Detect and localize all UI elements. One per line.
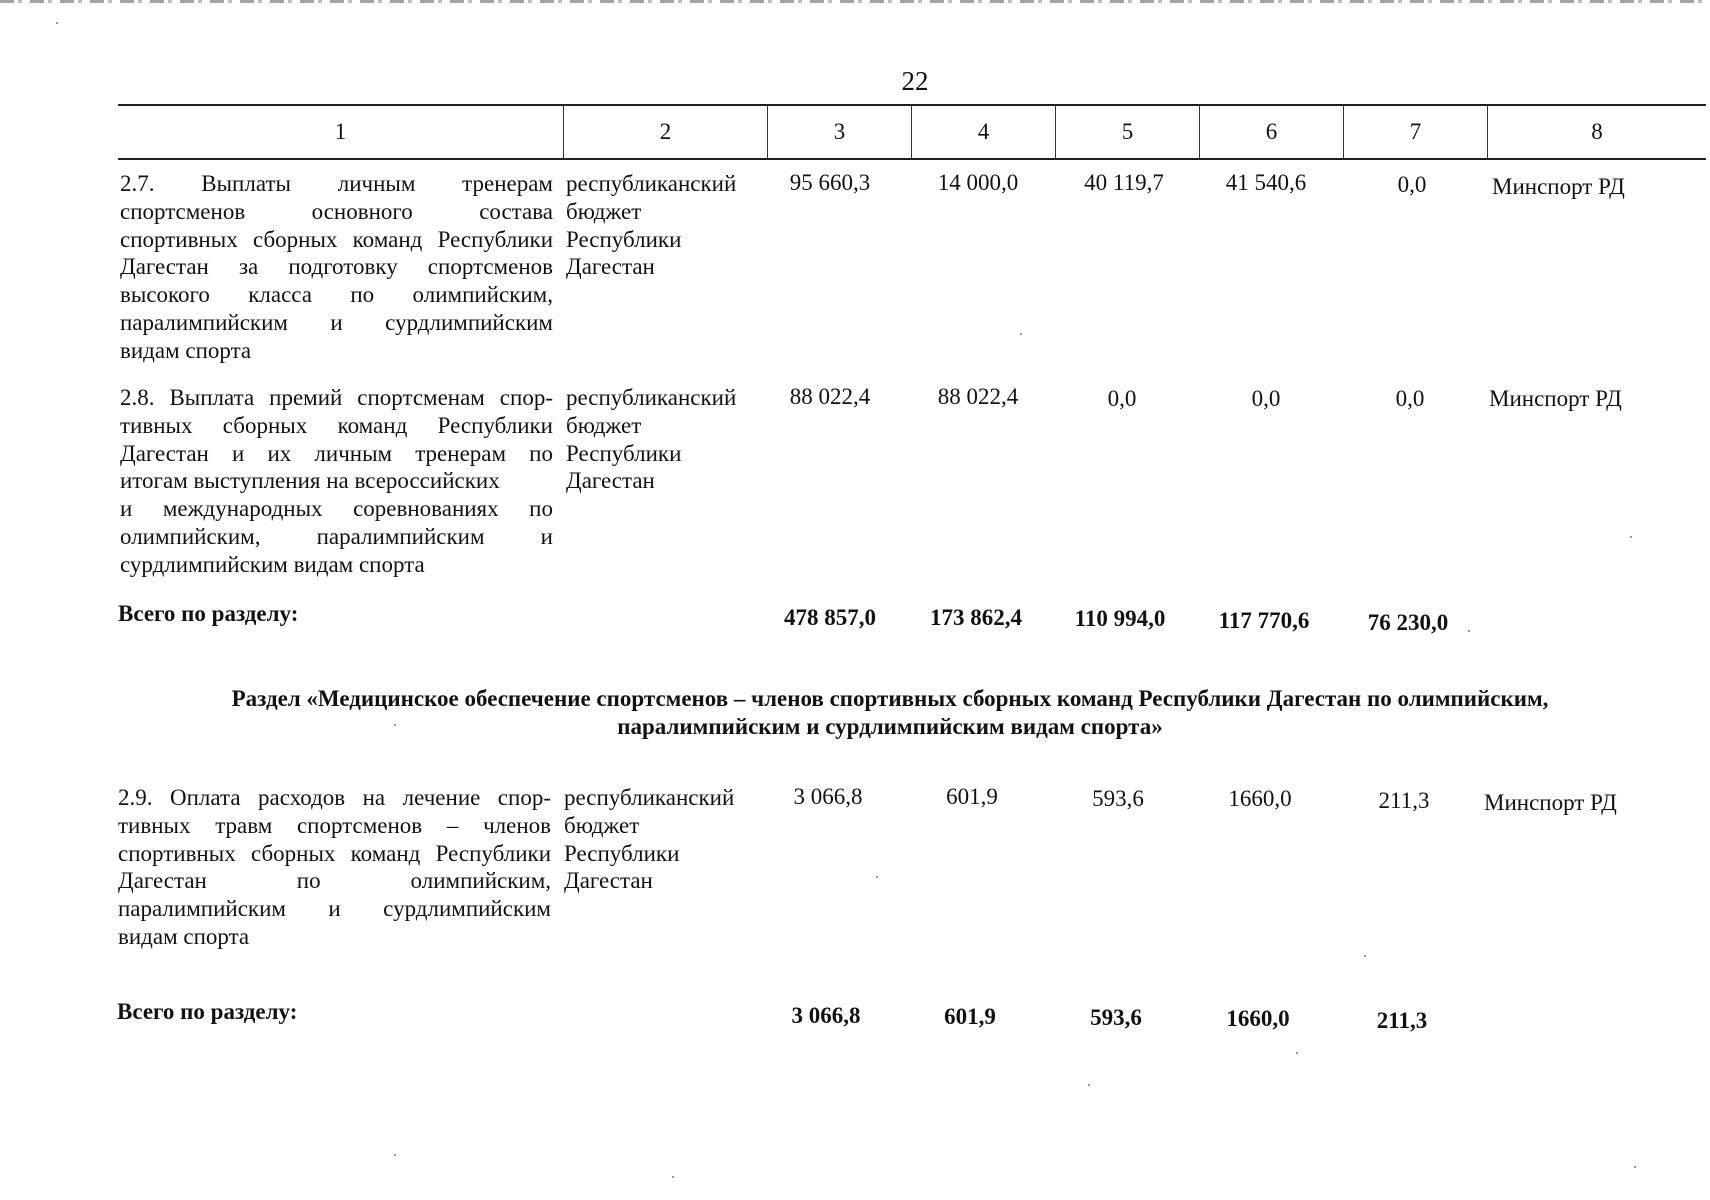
funding-source [566, 384, 766, 495]
scan-speck [394, 724, 396, 726]
desc-line: сурдлимпийским видам спорта [120, 551, 425, 577]
total-col-4: 173 862,4 [930, 605, 1022, 630]
total-col-3: 3 066,8 [791, 1003, 861, 1028]
scan-speck [1020, 333, 1022, 335]
total-col-4: 601,9 [944, 1004, 996, 1029]
value-col-7: 0,0 [1395, 386, 1425, 411]
desc-line: Дагестан и их личным тренерам по [120, 440, 553, 466]
source-line: Дагестан [566, 254, 655, 280]
agency: Минспорт РД [1492, 174, 1625, 199]
desc-line: спортивных сборных команд Республики [120, 226, 553, 252]
source-line: бюджет [566, 412, 642, 438]
desc-line: Дагестан за подготовку спортсменов [120, 254, 553, 280]
column-header-2: 2 [564, 106, 768, 158]
total-col-5: 593,6 [1090, 1005, 1142, 1030]
funding-source [564, 784, 764, 895]
value-col-5: 40 119,7 [1084, 170, 1164, 195]
scan-speck [394, 1154, 396, 1156]
funding-source [566, 170, 766, 281]
value-col-4: 601,9 [946, 784, 998, 809]
row-description [118, 784, 551, 951]
scan-speck [1468, 630, 1470, 632]
scan-edge [0, 0, 1710, 3]
source-line: Республики [566, 226, 682, 252]
value-col-3: 95 660,3 [789, 170, 871, 195]
source-line: республиканский [566, 171, 737, 196]
total-col-7: 211,3 [1376, 1008, 1428, 1033]
value-col-4: 14 000,0 [937, 170, 1019, 195]
source-line: бюджет [566, 198, 642, 224]
desc-line: видам спорта [118, 923, 250, 949]
scan-speck [1634, 1166, 1636, 1168]
column-header-3: 3 [768, 106, 912, 158]
desc-line: спортивных сборных команд Республики [118, 840, 551, 866]
desc-line: видам спорта [120, 337, 252, 363]
value-col-3: 3 066,8 [793, 784, 863, 809]
desc-line: высокого класса по олимпийским, [120, 282, 553, 308]
total-col-3: 478 857,0 [784, 605, 876, 630]
value-col-5: 593,6 [1092, 786, 1144, 811]
desc-line: спортсменов основного состава [120, 198, 553, 224]
column-header-7: 7 [1344, 106, 1488, 158]
total-label: Всего по разделу: [117, 999, 298, 1024]
scan-speck [1296, 1052, 1298, 1054]
section-title-line: Раздел «Медицинское обеспечение спортсменов – членов спортивных сборных команд Республики Дагестан по олимпийским, [231, 686, 1549, 711]
value-col-7: 0,0 [1397, 172, 1427, 197]
row-description [120, 384, 553, 579]
value-col-6: 0,0 [1251, 386, 1281, 411]
source-line: Дагестан [564, 868, 653, 894]
section-title [150, 685, 1630, 741]
desc-line: 2.7. Выплаты личным тренерам [120, 171, 553, 196]
source-line: бюджет [564, 812, 640, 838]
column-header-1: 1 [118, 106, 564, 158]
total-col-6: 1660,0 [1226, 1006, 1290, 1031]
desc-line: тивных травм спортсменов – членов [118, 812, 551, 838]
scan-speck [1364, 955, 1366, 957]
source-line: Дагестан [566, 468, 655, 494]
desc-line: тивных сборных команд Республики [120, 412, 553, 438]
source-line: Республики [566, 440, 682, 466]
value-col-6: 41 540,6 [1225, 170, 1307, 195]
scan-speck [876, 876, 878, 878]
column-header-4: 4 [912, 106, 1056, 158]
section-title-line: паралимпийским и сурдлимпийским видам спорта» [617, 714, 1163, 739]
page-number: 22 [901, 66, 929, 96]
source-line: республиканский [564, 785, 735, 810]
scan-speck [1630, 536, 1632, 538]
agency: Минспорт РД [1484, 790, 1617, 815]
total-col-6: 117 770,6 [1218, 608, 1310, 633]
desc-line: 2.9. Оплата расходов на лечение спор- [118, 785, 551, 810]
desc-line: итогам выступления на всероссийских [120, 468, 500, 494]
value-col-6: 1660,0 [1228, 786, 1292, 811]
total-label: Всего по разделу: [118, 601, 299, 626]
value-col-5: 0,0 [1107, 386, 1137, 411]
scan-speck [56, 22, 58, 24]
table-header [118, 104, 1706, 160]
source-line: республиканский [566, 385, 737, 410]
scan-speck [1088, 1084, 1090, 1086]
desc-line: 2.8. Выплата премий спортсменам спор- [120, 385, 553, 410]
agency: Минспорт РД [1489, 386, 1622, 411]
desc-line: Дагестан по олимпийским, [118, 868, 551, 894]
value-col-4: 88 022,4 [937, 384, 1019, 409]
source-line: Республики [564, 840, 680, 866]
value-col-3: 88 022,4 [789, 384, 871, 409]
column-header-5: 5 [1056, 106, 1200, 158]
total-col-5: 110 994,0 [1074, 606, 1166, 631]
total-col-7: 76 230,0 [1367, 610, 1449, 635]
desc-line: олимпийским, паралимпийским и [120, 523, 553, 549]
desc-line: и международных соревнованиях по [120, 496, 553, 522]
value-col-7: 211,3 [1378, 788, 1430, 813]
row-description [120, 170, 553, 365]
column-header-8: 8 [1591, 119, 1603, 144]
scan-speck [672, 1176, 674, 1178]
desc-line: паралимпийским и сурдлимпийским [118, 896, 551, 922]
column-header-6: 6 [1200, 106, 1344, 158]
desc-line: паралимпийским и сурдлимпийским [120, 309, 553, 335]
